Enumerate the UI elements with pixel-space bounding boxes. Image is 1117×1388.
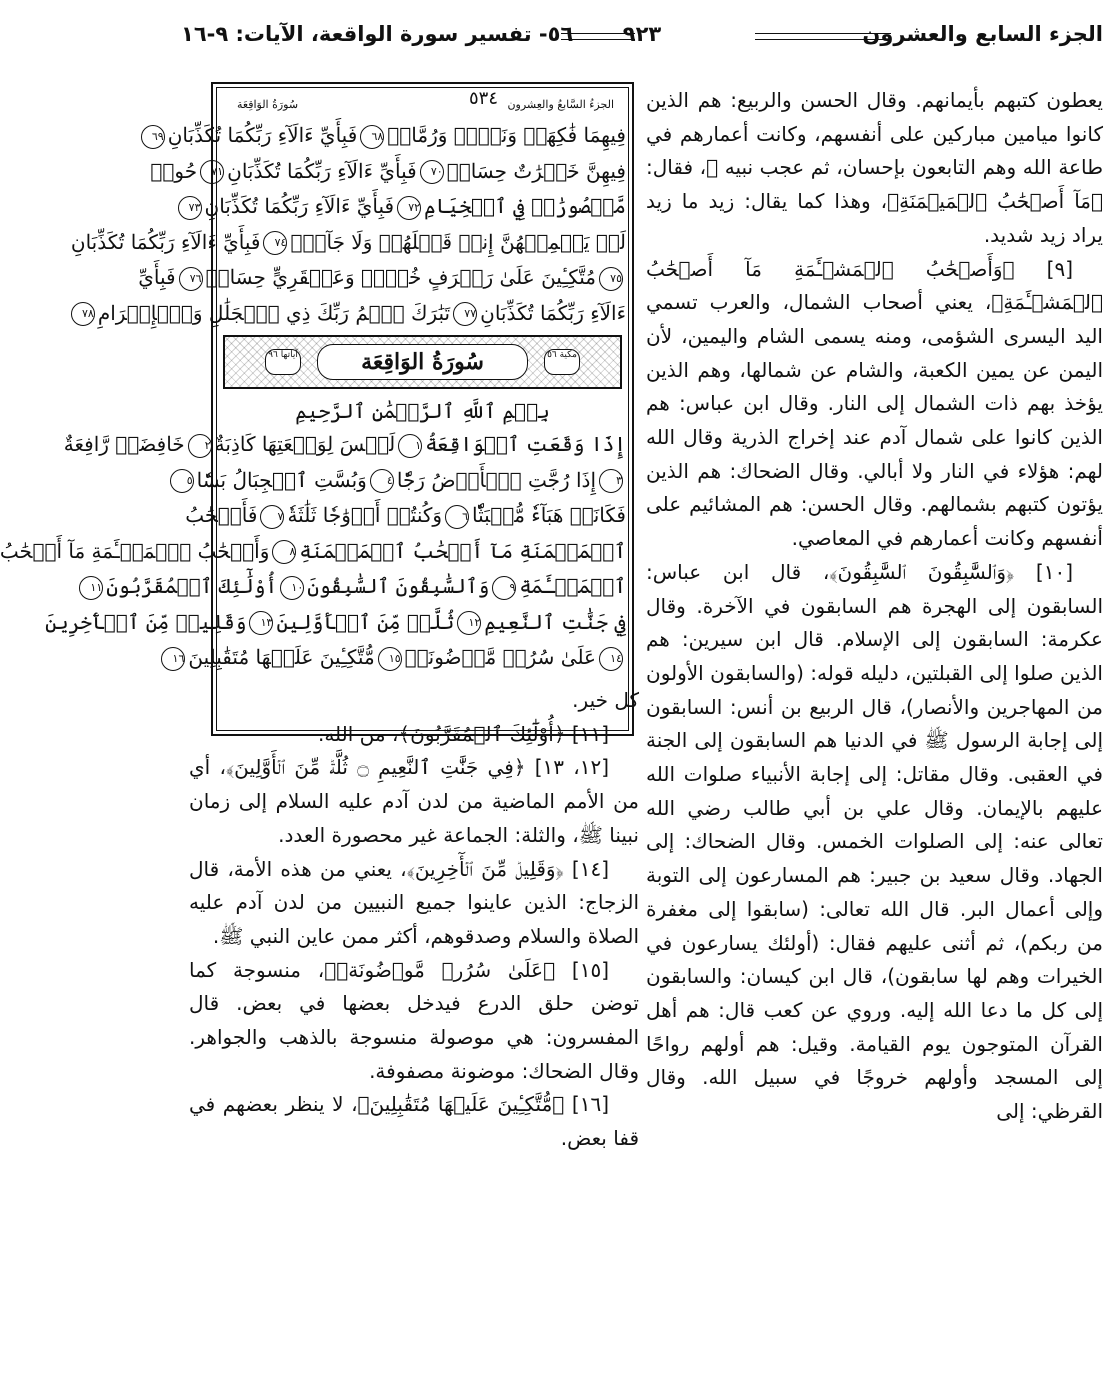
mushaf-page-number: ٥٣٤ (469, 88, 499, 109)
verse-number-icon: ١٦ (161, 647, 185, 671)
paragraph: [١١] ﴿أُوْلَٰٓئِكَ ٱلۡمُقَرَّبُونَ﴾، من الله. (317, 721, 609, 746)
mushaf-page-image (0, 82, 634, 736)
verse-line: ءَالَآءِ رَبِّكُمَا تُكَذِّبَانِ٧٧تَبَٰرَكَ ٱسۡمُ رَبِّكَ ذِي ٱلۡجَلَٰلِ وَٱلۡإِكۡرَامِ٧٨ (219, 296, 626, 332)
verse-number-icon: ٨ (272, 540, 296, 564)
paragraph: [١٦] ﴿مُّتَّكِـِٔينَ عَلَيۡهَا مُتَقَٰبِلِينَ﴾، لا ينظر بعضهم في قفا بعض. (189, 1092, 639, 1151)
paragraph: كل خير. (572, 688, 639, 712)
verse-line: ١٤عَلَىٰ سُرُرٖ مَّوۡضُونَةٖ١٥مُّتَّكِـِٔينَ عَلَيۡهَا مُتَقَٰبِلِينَ١٦ (219, 640, 626, 676)
verse-number-icon: ٧٦ (179, 267, 203, 291)
surah-title: سُورَةُ الوَاقِعَة (317, 344, 528, 380)
left-text-column (189, 684, 639, 1156)
surah-info-left: آياتها ٩٦ (265, 349, 301, 375)
verse-number-icon: ٧١ (200, 160, 224, 184)
verse-number-icon: ٥ (170, 469, 194, 493)
header-juz-title: الجزء السابع والعشرون (862, 22, 1103, 46)
verse-number-icon: ٧٠ (420, 160, 444, 184)
right-text-column (646, 84, 1103, 1129)
verse-number-icon: ٧٥ (599, 267, 623, 291)
verse-number-icon: ٩ (492, 576, 516, 600)
header-section-title: ٥٦- تفسير سورة الواقعة، الآيات: ٩-١٦ (181, 22, 574, 46)
verse-number-icon: ٧ (260, 505, 284, 529)
verse-number-icon: ٣ (599, 469, 623, 493)
paragraph: [١٠] ﴿وَٱلسَّٰبِقُونَ ٱلسَّٰبِقُونَ﴾، قال ابن عباس: السابقون إلى الهجرة هم السابقون في الآخرة. وقال عكرمة: السابقون إلى الإسلام. قال ابن سيرين: هم الذين صلوا إلى القبلتين، دليله قوله: (والسابقون الأولون من المهاجرين والأنصار)، قال الربيع بن أنس: السابقون إلى إجابة الرسول ﷺ في الدنيا هم السابقون إلى الجنة في العقبى. وقال مقاتل: إلى إجابة الأنبياء صلوات الله عليهم بالإيمان. وقال علي بن أبي طالب رضي الله تعالى عنه: إلى الصلوات الخمس. وقال الضحاك: إلى الجهاد. وقال سعيد بن جبير: هم المسارعون إلى التوبة وإلى أعمال البر. قال الله تعالى: (سابقوا إلى مغفرة من ربكم)، ثم أثنى عليهم فقال: (أولئك يسارعون في الخيرات وهم لها سابقون)، قال ابن كيسان: والسابقون إلى كل ما دعا الله إليه. وروي عن كعب قال: هم أهل القرآن المتوجون يوم القيامة. وقيل: هم أولهم رواحًا إلى المسجد وأولهم خروجًا في سبيل الله. وقال القرظي: إلى (646, 559, 1103, 1124)
verse-number-icon: ١٣ (249, 611, 273, 635)
verse-line: ٧٥مُتَّكِـِٔينَ عَلَىٰ رَفۡرَفٍ خُضۡرٖ وَعَبۡقَرِيٍّ حِسَانٖ٧٦فَبِأَيِّ (138, 265, 622, 289)
paragraph: [٩] ﴿وَأَصۡحَٰبُ ٱلۡمَشۡـَٔمَةِ مَآ أَصۡحَٰبُ ٱلۡمَشۡـَٔمَةِ﴾، يعني أصحاب الشمال، والعرب تسمي اليد اليسرى الشؤمى، ومنه يسمى الشام واليمين، لأن اليمن عن يمين الكعبة، والشام عن شمالها، وهم الذين يؤخذ بهم ذات الشمال إلى النار. وقال ابن عباس: هم الذين كانوا على شمال آدم عند إخراج الذرية وقال الله لهم: هؤلاء في النار ولا أبالي. وقال الضحاك: هم الذين يؤتون كتبهم بشمالهم. وقال الحسن: هم المشائيم على أنفسهم وكانت أعمارهم في المعاصي. (646, 256, 1103, 551)
verse-line: ٣إِذَا رُجَّتِ ٱلۡأَرۡضُ رَجّٗا٤وَبُسَّتِ ٱلۡجِبَالُ بَسّٗا٥ (219, 463, 626, 499)
verse-line: فِيهِنَّ خَيۡرَٰتٌ حِسَانٞ٧٠فَبِأَيِّ ءَالَآءِ رَبِّكُمَا تُكَذِّبَانِ٧١حُورٞ (150, 158, 626, 183)
mushaf-top-bar (219, 88, 626, 118)
mushaf-juz-label: الجزءُ السَّابعُ والعِشرون (507, 98, 614, 111)
verse-number-icon: ٢ (188, 434, 212, 458)
verse-number-icon: ٧٣ (178, 196, 202, 220)
paragraph: [١٤] ﴿وَقَلِيلٞ مِّنَ ٱلۡأٓخِرِينَ﴾، يعني من هذه الأمة، قال الزجاج: الذين عاينوا جميع النبيين من لدن آدم عليه الصلاة والسلام وصدقوهم، أكثر ممن عاين النبي ﷺ. (189, 856, 639, 948)
verse-number-icon: ١٠ (280, 576, 304, 600)
verse-number-icon: ١٥ (378, 647, 402, 671)
surah-info-right: مكية ٥٦ (544, 349, 580, 375)
verse-number-icon: ٦٨ (360, 125, 384, 149)
verse-line: فِيهِمَا فَٰكِهَةٞ وَنَخۡلٞ وَرُمَّانٞ٦٨فَبِأَيِّ ءَالَآءِ رَبِّكُمَا تُكَذِّبَانِ٦٩ (219, 118, 626, 154)
verse-number-icon: ١ (398, 434, 422, 458)
verse-number-icon: ١١ (79, 576, 103, 600)
verse-number-icon: ١٢ (457, 611, 481, 635)
paragraph: يعطون كتبهم بأيمانهم. وقال الحسن والربيع: هم الذين كانوا ميامين مباركين على أنفسهم، وكانت أعمارهم في طاعة الله وهم التابعون بإحسان، ثم عجب نبيه ﷺ، فقال: ﴿مَآ أَصۡحَٰبُ ٱلۡمَيۡمَنَةِ﴾، وهذا كما يقال: زيد ما زيد يراد زيد شديد. (646, 88, 1103, 247)
verse-number-icon: ٧٤ (263, 231, 287, 255)
basmala: بِسۡمِ ٱللَّهِ ٱلرَّحۡمَٰنِ ٱلرَّحِيمِ (295, 399, 550, 423)
verse-line: ٱلۡمَشۡـَٔمَةِ٩وَٱلسَّٰبِقُونَ ٱلسَّٰبِقُونَ١٠أُوْلَٰٓئِكَ ٱلۡمُقَرَّبُونَ١١ (219, 569, 626, 605)
verse-number-icon: ٦ (445, 505, 469, 529)
verse-number-icon: ٤ (370, 469, 394, 493)
verse-line: مَّقۡصُورَٰتٞ فِي ٱلۡخِيَامِ٧٢فَبِأَيِّ ءَالَآءِ رَبِّكُمَا تُكَذِّبَانِ٧٣ (219, 189, 626, 225)
paragraph: [١٢، ١٣] ﴿فِي جَنَّٰتِ ٱلنَّعِيمِ ۝ ثُلَّةٞ مِّنَ ٱلۡأَوَّلِينَ﴾، أي من الأمم الماضية من لدن آدم عليه السلام إلى زمان نبينا ﷺ، والثلة: الجماعة غير محصورة العدد. (189, 755, 639, 847)
verse-line: ٱلۡمَيۡمَنَةِ مَآ أَصۡحَٰبُ ٱلۡمَيۡمَنَةِ٨وَأَصۡحَٰبُ ٱلۡمَشۡـَٔمَةِ مَآ أَصۡحَٰبُ (0, 538, 626, 563)
verse-number-icon: ١٤ (599, 647, 623, 671)
verse-line: إِذَا وَقَعَتِ ٱلۡوَاقِعَةُ١لَيۡسَ لِوَقۡعَتِهَا كَاذِبَةٌ٢خَافِضَةٞ رَّافِعَةٌ (63, 432, 626, 456)
surah-title-banner (223, 335, 622, 389)
verse-number-icon: ٧٢ (397, 196, 421, 220)
header-page-number: ٩٢٣ (622, 22, 662, 46)
mushaf-surah-label: سُورَةُ الوَاقِعَة (237, 98, 299, 111)
verse-line: فَكَانَتۡ هَبَآءٗ مُّنۢبَثّٗا٦وَكُنتُمۡ أَزۡوَٰجٗا ثَلَٰثَةٗ٧فَأَصۡحَٰبُ (185, 503, 626, 527)
header-rule-right (755, 33, 891, 40)
verse-line: فِي جَنَّٰتِ ٱلنَّعِيمِ١٢ثُلَّةٞ مِّنَ ٱلۡأَوَّلِينَ١٣وَقَلِيلٞ مِّنَ ٱلۡأٓخِرِينَ (45, 609, 626, 634)
paragraph: [١٥] ﴿عَلَىٰ سُرُرٖ مَّوۡضُونَةٖ﴾، منسوجة كما توضن حلق الدرع فيدخل بعضها في بعض. قال المفسرون: هي موصولة منسوجة بالذهب والجواهر. وقال الضحاك: موضونة مصفوفة. (189, 957, 639, 1083)
verse-number-icon: ٧٨ (71, 302, 95, 326)
verse-number-icon: ٦٩ (141, 125, 165, 149)
verse-number-icon: ٧٧ (453, 302, 477, 326)
page-header (181, 22, 1103, 56)
verse-line: لَمۡ يَطۡمِثۡهُنَّ إِنسٞ قَبۡلَهُمۡ وَلَا جَآنّٞ٧٤فَبِأَيِّ ءَالَآءِ رَبِّكُمَا تُكَذِّبَانِ (70, 229, 626, 254)
